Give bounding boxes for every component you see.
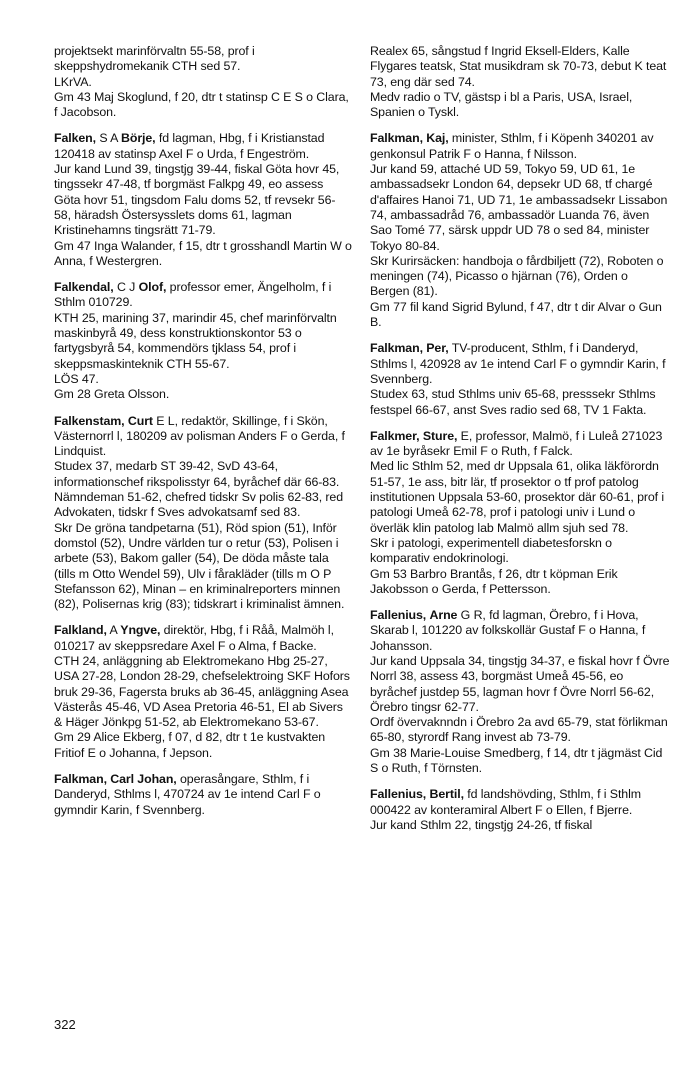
entry-surname: Falkman, bbox=[370, 341, 423, 356]
page-number: 322 bbox=[54, 1017, 76, 1032]
entry-surname: Falken, bbox=[54, 131, 96, 146]
entry-paragraph: Nämndeman 51-62, chefred tidskr Sv polis 62-83, red Advokaten, tidskr f Sves advokatsamf sed 83. bbox=[54, 490, 343, 520]
entry-paragraph: Gm 29 Alice Ekberg, f 07, d 82, dtr t 1e kustvakten Fritiof E o Johanna, f Jepson. bbox=[54, 730, 326, 760]
entry-headline bbox=[370, 131, 670, 162]
entry-intro: operasångare, Sthlm, f i Danderyd, Sthlms l, 470724 av 1e intend Carl F o gymndir Karin, f Svennberg. bbox=[54, 772, 321, 817]
biography-entry bbox=[370, 341, 670, 417]
entry-continued bbox=[370, 44, 670, 120]
biography-entry bbox=[54, 414, 352, 613]
entry-paragraph: LÖS 47. bbox=[54, 371, 99, 386]
entry-surname: Falkman, bbox=[370, 131, 423, 146]
entry-headline bbox=[370, 608, 670, 654]
entry-intro: professor emer, Ängelholm, f i Sthlm 010729. bbox=[54, 280, 332, 310]
entry-paragraph: LKrVA. bbox=[54, 74, 92, 89]
entry-paragraph: Realex 65, sångstud f Ingrid Eksell-Elders, Kalle Flygares teatsk, Stat musikdram sk 70-73, debut K teat 73, eng där sed 74. bbox=[370, 44, 667, 89]
entry-given-prefix: C J bbox=[113, 280, 139, 295]
entry-paragraph: Gm 43 Maj Skoglund, f 20, dtr t statinsp C E S o Clara, f Jacobson. bbox=[54, 89, 349, 120]
entry-surname: Falkland, bbox=[54, 623, 107, 638]
entry-paragraph: Studex 63, stud Sthlms univ 65-68, presssekr Sthlms festspel 66-67, anst Sves radio sed 68, TV 1 Fakta. bbox=[370, 387, 656, 417]
entry-paragraph: Gm 28 Greta Olsson. bbox=[54, 387, 170, 402]
biography-entry bbox=[370, 131, 670, 330]
entry-given-name: Carl Johan, bbox=[110, 772, 177, 787]
entry-intro: minister, Sthlm, f i Köpenh 340201 av genkonsul Patrik F o Hanna, f Nilsson. bbox=[370, 131, 654, 161]
entry-headline bbox=[370, 429, 670, 460]
entry-surname: Falkendal, bbox=[54, 280, 114, 295]
entry-paragraph: Gm 38 Marie-Louise Smedberg, f 14, dtr t jägmäst Cid S o Ruth, f Törnsten. bbox=[370, 745, 663, 776]
entry-given-prefix: A bbox=[106, 623, 121, 638]
entry-paragraph: Med lic Sthlm 52, med dr Uppsala 61, olika läkförordn 51-57, 1e ass, bitr lär, tf prosektor o tf prof patolog institutionen Uppsala 53-60, prosektor där 60-61, prof i patologi Umeå 62-78, prof i patologi univ i Lund o överläk klin patolog lab Malmö allm sjuh sed 78. bbox=[370, 459, 665, 535]
entry-intro: TV-producent, Sthlm, f i Danderyd, Sthlms l, 420928 av 1e intend Carl F o gymndir Karin, f Svennberg. bbox=[370, 341, 666, 386]
entry-intro: G R, fd lagman, Örebro, f i Hova, Skarab l, 101220 av folkskollär Gustaf F o Hanna, f Johansson. bbox=[370, 608, 646, 653]
entry-paragraph: CTH 24, anläggning ab Elektromekano Hbg 25-27, USA 27-28, London 28-29, chefselektroing SKF Hofors bruk 29-36, Fagersta bruks ab 36-45, anläggning Asea Västerås 45-46, VD Asea Pretoria 46-51, El ab Sivers & Häger Jönkpg 51-52, ab Elektromekano 53-67. bbox=[54, 653, 350, 730]
entry-surname: Falkmer, bbox=[370, 428, 420, 443]
entry-paragraph: Jur kand 59, attaché UD 59, Tokyo 59, UD 61, 1e ambassadsekr London 64, depsekr UD 68, tf chargé d'affaires Hanoi 71, UD 71, 1e ambassadsekr Lissabon 74, ambassadråd 76, ambassadör Luanda 76, även Sao Tomé 77, särsk uppdr UD 78 o sed 84, minister Tokyo 80-84. bbox=[370, 162, 668, 253]
entry-intro: E L, redaktör, Skillinge, f i Skön, Västernorrl l, 180209 av polisman Anders F o Gerda, f Lindquist. bbox=[54, 413, 345, 459]
entry-given-name: Per, bbox=[426, 341, 449, 356]
biography-entry bbox=[370, 787, 670, 833]
entry-paragraph: Ordf övervaknndn i Örebro 2a avd 65-79, stat förlikman 65-80, styrordf Rang invest ab 73-79. bbox=[370, 715, 668, 745]
entry-paragraph: Studex 37, medarb ST 39-42, SvD 43-64, informationschef rikspolisstyr 64, byråchef där 66-83. bbox=[54, 459, 340, 489]
biography-entry bbox=[54, 280, 352, 402]
entry-given-name: Börje, bbox=[121, 131, 156, 146]
entry-paragraph: Gm 47 Inga Walander, f 15, dtr t grosshandl Martin W o Anna, f Westergren. bbox=[54, 238, 352, 268]
entry-given-name: Curt bbox=[127, 413, 153, 428]
entry-paragraph: projektsekt marinförvaltn 55-58, prof i skeppshydromekanik CTH sed 57. bbox=[54, 44, 255, 74]
right-column bbox=[370, 44, 670, 844]
biography-entry bbox=[370, 429, 670, 597]
entry-given-prefix: S A bbox=[96, 131, 121, 146]
entry-surname: Falkman, bbox=[54, 772, 107, 787]
entry-given-name: Yngve, bbox=[120, 623, 161, 638]
entry-given-name: Sture, bbox=[422, 428, 458, 443]
biography-entry bbox=[54, 623, 352, 761]
biography-entry bbox=[370, 608, 670, 776]
entry-intro: fd landshövding, Sthlm, f i Sthlm 000422 av konteramiral Albert F o Ellen, f Bjerre. bbox=[370, 787, 641, 817]
entry-paragraph: Skr Kurirsäcken: handboja o fårdbiljett (72), Roboten o meningen (74), Picasso o hjärnan (76), Orden o Bergen (81). bbox=[370, 253, 664, 299]
entry-given-name: Arne bbox=[429, 608, 458, 623]
entry-headline bbox=[54, 131, 352, 162]
entry-paragraph: Skr i patologi, experimentell diabetesforskn o komparativ endokrinologi. bbox=[370, 535, 612, 566]
entry-paragraph: Skr De gröna tandpetarna (51), Röd spion (51), Inför domstol (52), Undre världen tur o retur (53), Polisen i arbete (53), Bakom galler (54), De döda måste tala (tills m Otto Wendel 59), Ulv i fårakläder (tills m O P Stefansson 62), Minan – en kriminalreporters minnen (82), Polisernas krig (83); tidskrart i kriminalist ämnen. bbox=[54, 520, 345, 612]
entry-paragraph: Gm 53 Barbro Brantås, f 26, dtr t köpman Erik Jakobsson o Gerda, f Pettersson. bbox=[370, 566, 618, 596]
entry-paragraph: Jur kand Sthlm 22, tingstjg 24-26, tf fiskal bbox=[370, 817, 593, 832]
entry-paragraph: Jur kand Lund 39, tingstjg 39-44, fiskal Göta hovr 45, tingssekr 47-48, tf borgmäst Falkpg 49, eo assess Göta hovr 51, tingsdom Falu doms 52, tf revsekr 56-58, häradsh Östersysslets doms 61, lagman Kristinehamns tingsrätt 71-79. bbox=[54, 162, 340, 238]
entry-continued bbox=[54, 44, 352, 120]
entry-surname: Fallenius, bbox=[370, 608, 427, 623]
biography-entry bbox=[54, 131, 352, 269]
entry-paragraph: Medv radio o TV, gästsp i bl a Paris, USA, Israel, Spanien o Tyskl. bbox=[370, 89, 633, 120]
entry-surname: Falkenstam, bbox=[54, 413, 125, 428]
entry-headline bbox=[370, 341, 670, 387]
entry-headline bbox=[54, 280, 352, 311]
biography-entry bbox=[54, 772, 352, 818]
entry-given-name: Olof, bbox=[138, 280, 167, 295]
entry-intro: fd lagman, Hbg, f i Kristianstad 120418 av statinsp Axel F o Urda, f Engeström. bbox=[54, 131, 325, 161]
entry-headline bbox=[54, 772, 352, 818]
entry-surname: Fallenius, bbox=[370, 787, 427, 802]
entry-paragraph: Gm 77 fil kand Sigrid Bylund, f 47, dtr t dir Alvar o Gun B. bbox=[370, 299, 662, 330]
entry-intro: direktör, Hbg, f i Råå, Malmöh l, 010217 av skeppsredare Axel F o Alma, f Backe. bbox=[54, 623, 334, 653]
entry-paragraph: Jur kand Uppsala 34, tingstjg 34-37, e fiskal hovr f Övre Norrl 38, assess 43, borgmäst Umeå 45-56, eo byråchef justdep 55, lagman hovr f Övre Norrl 56-62, Örebro tingsr 62-77. bbox=[370, 653, 670, 714]
left-column bbox=[54, 44, 352, 829]
entry-given-name: Bertil, bbox=[429, 787, 464, 802]
entry-given-name: Kaj, bbox=[426, 131, 449, 146]
entry-headline bbox=[370, 787, 670, 818]
entry-intro: E, professor, Malmö, f i Luleå 271023 av 1e byråsekr Emil F o Ruth, f Falck. bbox=[370, 428, 663, 459]
entry-headline bbox=[54, 623, 352, 654]
entry-headline bbox=[54, 414, 352, 460]
entry-paragraph: KTH 25, marining 37, marindir 45, chef marinförvaltn maskinbyrå 49, dess konstruktionskontor 53 o fartygsbyrå 54, kommendörs tjklass 54, prof i skeppsmaskinteknik CTH 55-67. bbox=[54, 310, 337, 371]
